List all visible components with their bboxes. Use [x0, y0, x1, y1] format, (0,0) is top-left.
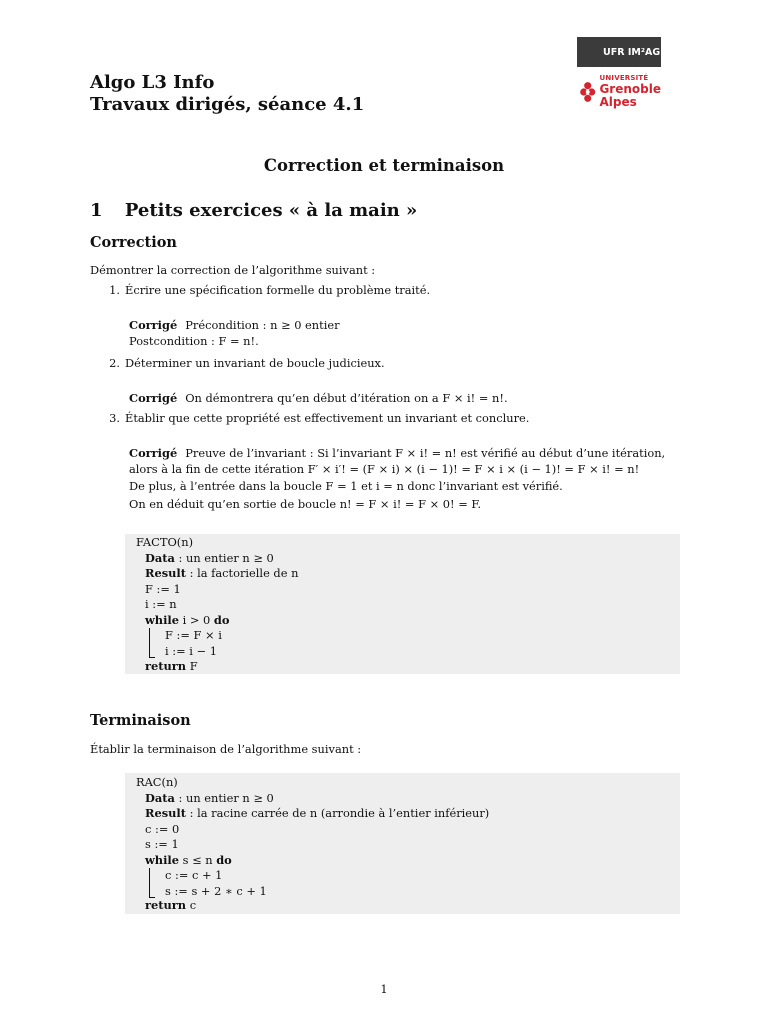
- correction-intro: Démontrer la correction de l’algorithme suivant :: [90, 263, 376, 277]
- algorithm-rac: [125, 773, 680, 914]
- algo-line: i := i − 1: [165, 644, 217, 658]
- algorithm-facto: [125, 534, 680, 674]
- item-number: 3.: [109, 411, 120, 425]
- logo-grenoble: Grenoble: [599, 82, 661, 96]
- logo-universite: UNIVERSITÉ: [599, 74, 649, 82]
- algo-name: RAC(n): [136, 775, 178, 789]
- solution-1: [129, 317, 340, 333]
- solution-line: Précondition : n ≥ 0 entier: [185, 318, 340, 332]
- section-number: 1: [90, 200, 103, 221]
- algo-result: Result : la racine carrée de n (arrondie à l’entier inférieur): [145, 806, 490, 820]
- algo-result: Result : la factorielle de n: [145, 566, 299, 580]
- terminaison-heading: Terminaison: [90, 712, 191, 729]
- solution-label: Corrigé: [129, 391, 178, 405]
- solution-3: [129, 445, 665, 461]
- university-emblem-icon: [579, 74, 596, 110]
- solution-label: Corrigé: [129, 318, 178, 332]
- item-text: Déterminer un invariant de boucle judicieux.: [125, 356, 385, 370]
- algo-line: c := c + 1: [165, 868, 223, 882]
- page-title: Correction et terminaison: [263, 156, 505, 175]
- item-text: Établir que cette propriété est effectivement un invariant et conclure.: [125, 411, 530, 425]
- algo-line: F := 1: [145, 582, 181, 596]
- algo-line: F := F × i: [165, 628, 222, 642]
- course-title: Algo L3 Info: [90, 72, 215, 93]
- solution-line: Preuve de l’invariant : Si l’invariant F × i! = n! est vérifié au début d’une itération,: [185, 446, 666, 460]
- algo-line: c := 0: [145, 822, 180, 836]
- algo-return: return F: [145, 659, 198, 673]
- algo-while: while i > 0 do: [145, 613, 230, 627]
- solution-line: On démontrera qu’en début d’itération on a F × i! = n!.: [185, 391, 508, 405]
- algo-data: Data : un entier n ≥ 0: [145, 551, 274, 565]
- solution-line: On en déduit qu’en sortie de boucle n! = F × i! = F × 0! = F.: [129, 497, 482, 511]
- item-number: 2.: [109, 356, 120, 370]
- solution-line: De plus, à l’entrée dans la boucle F = 1 et i = n donc l’invariant est vérifié.: [129, 479, 563, 493]
- session-title: Travaux dirigés, séance 4.1: [90, 94, 365, 115]
- algo-data: Data : un entier n ≥ 0: [145, 791, 274, 805]
- algo-name: FACTO(n): [136, 535, 194, 549]
- algo-line: s := s + 2 ∗ c + 1: [165, 884, 267, 898]
- terminaison-intro: Établir la terminaison de l’algorithme suivant :: [90, 742, 362, 756]
- algo-while: while s ≤ n do: [145, 853, 232, 867]
- solution-label: Corrigé: [129, 446, 178, 460]
- algo-return: return c: [145, 898, 197, 912]
- algo-line: s := 1: [145, 837, 179, 851]
- solution-line: Postcondition : F = n!.: [129, 334, 259, 348]
- page-number: 1: [380, 982, 388, 996]
- logo-alpes: Alpes: [599, 95, 637, 109]
- item-text: Écrire une spécification formelle du problème traité.: [125, 283, 431, 297]
- solution-line: alors à la fin de cette itération F′ × i′! = (F × i) × (i − 1)! = F × i × (i − 1)! = F × i! = n!: [129, 462, 640, 476]
- solution-2: [129, 390, 508, 406]
- item-number: 1.: [109, 283, 120, 297]
- loop-bracket: [149, 628, 155, 658]
- section-title: Petits exercices « à la main »: [124, 200, 418, 221]
- correction-heading: Correction: [90, 234, 177, 251]
- university-logo: [577, 37, 661, 116]
- faculty-label: UFR IM²AG: [577, 37, 661, 67]
- loop-bracket: [149, 868, 155, 898]
- section-heading: [90, 200, 417, 221]
- algo-line: i := n: [145, 597, 177, 611]
